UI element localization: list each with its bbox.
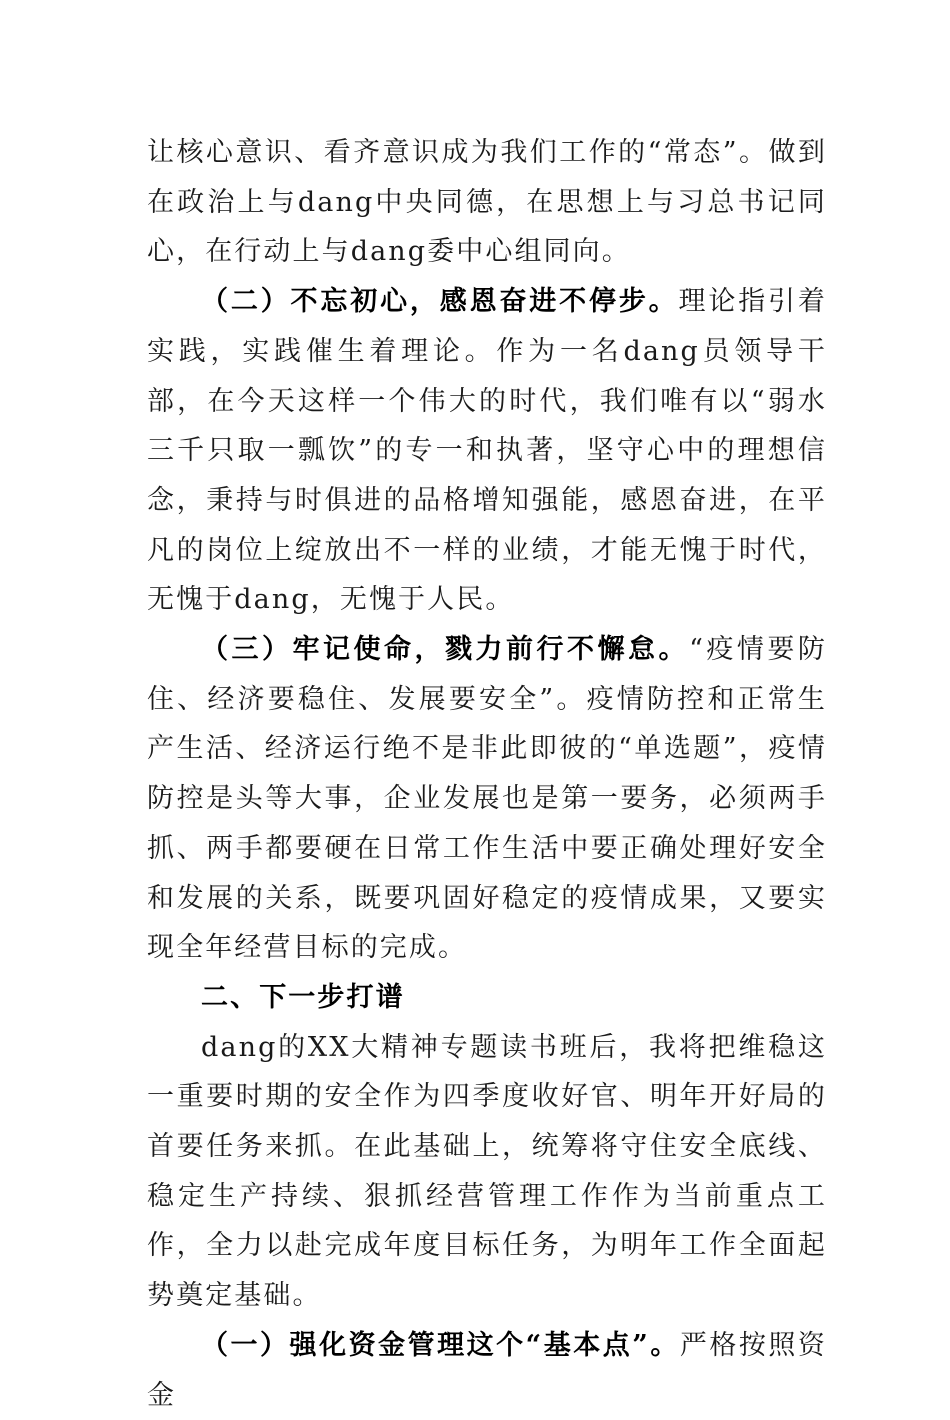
paragraph-lead-heading: （二）不忘初心，感恩奋进不停步。 bbox=[201, 286, 679, 318]
section-heading-next-steps: 二、下一步打谱 bbox=[201, 981, 405, 1013]
paragraph-lead-heading: （三）牢记使命，戮力前行不懈怠。 bbox=[201, 634, 690, 666]
paragraph-mission bbox=[147, 625, 827, 973]
paragraph-text: dang的XX大精神专题读书班后，我将把维稳这一重要时期的安全作为四季度收好官、明年开好局的首要任务来抓。在此基础上，统筹将守住安全底线、稳定生产持续、狠抓经营管理工作作为当前重点工作，全力以赴完成年度目标任务，为明年工作全面起势奠定基础。 bbox=[147, 1031, 827, 1312]
paragraph-text: “疫情要防住、经济要稳住、发展要安全”。疫情防控和正常生产生活、经济运行绝不是非此即彼的“单选题”，疫情防控是头等大事，企业发展也是第一要务，必须两手抓、两手都要硬在日常工作生活中要正确处理好安全和发展的关系，既要巩固好稳定的疫情成果，又要实现全年经营目标的完成。 bbox=[147, 634, 827, 964]
paragraph-text: 严格按照资金 bbox=[147, 1329, 828, 1411]
paragraph-text: 理论指引着实践，实践催生着理论。作为一名dang员领导干部，在今天这样一个伟大的时代，我们唯有以“弱水三千只取一瓢饮”的专一和执著，坚守心中的理想信念，秉持与时俱进的品格增知强能，感恩奋进，在平凡的岗位上绽放出不一样的业绩，才能无愧于时代，无愧于dang，无愧于人民。 bbox=[147, 286, 827, 616]
paragraph-study-class bbox=[147, 1023, 827, 1321]
paragraph-text: 让核心意识、看齐意识成为我们工作的“常态”。做到在政治上与dang中央同德，在思想上与习总书记同心，在行动上与dang委中心组同向。 bbox=[147, 137, 827, 268]
paragraph-core-awareness bbox=[147, 128, 827, 277]
paragraph-original-aspiration bbox=[147, 277, 827, 625]
document-body bbox=[147, 128, 827, 1420]
paragraph-fund-management bbox=[147, 1321, 827, 1420]
paragraph-lead-heading: （一）强化资金管理这个“基本点”。 bbox=[201, 1329, 680, 1361]
